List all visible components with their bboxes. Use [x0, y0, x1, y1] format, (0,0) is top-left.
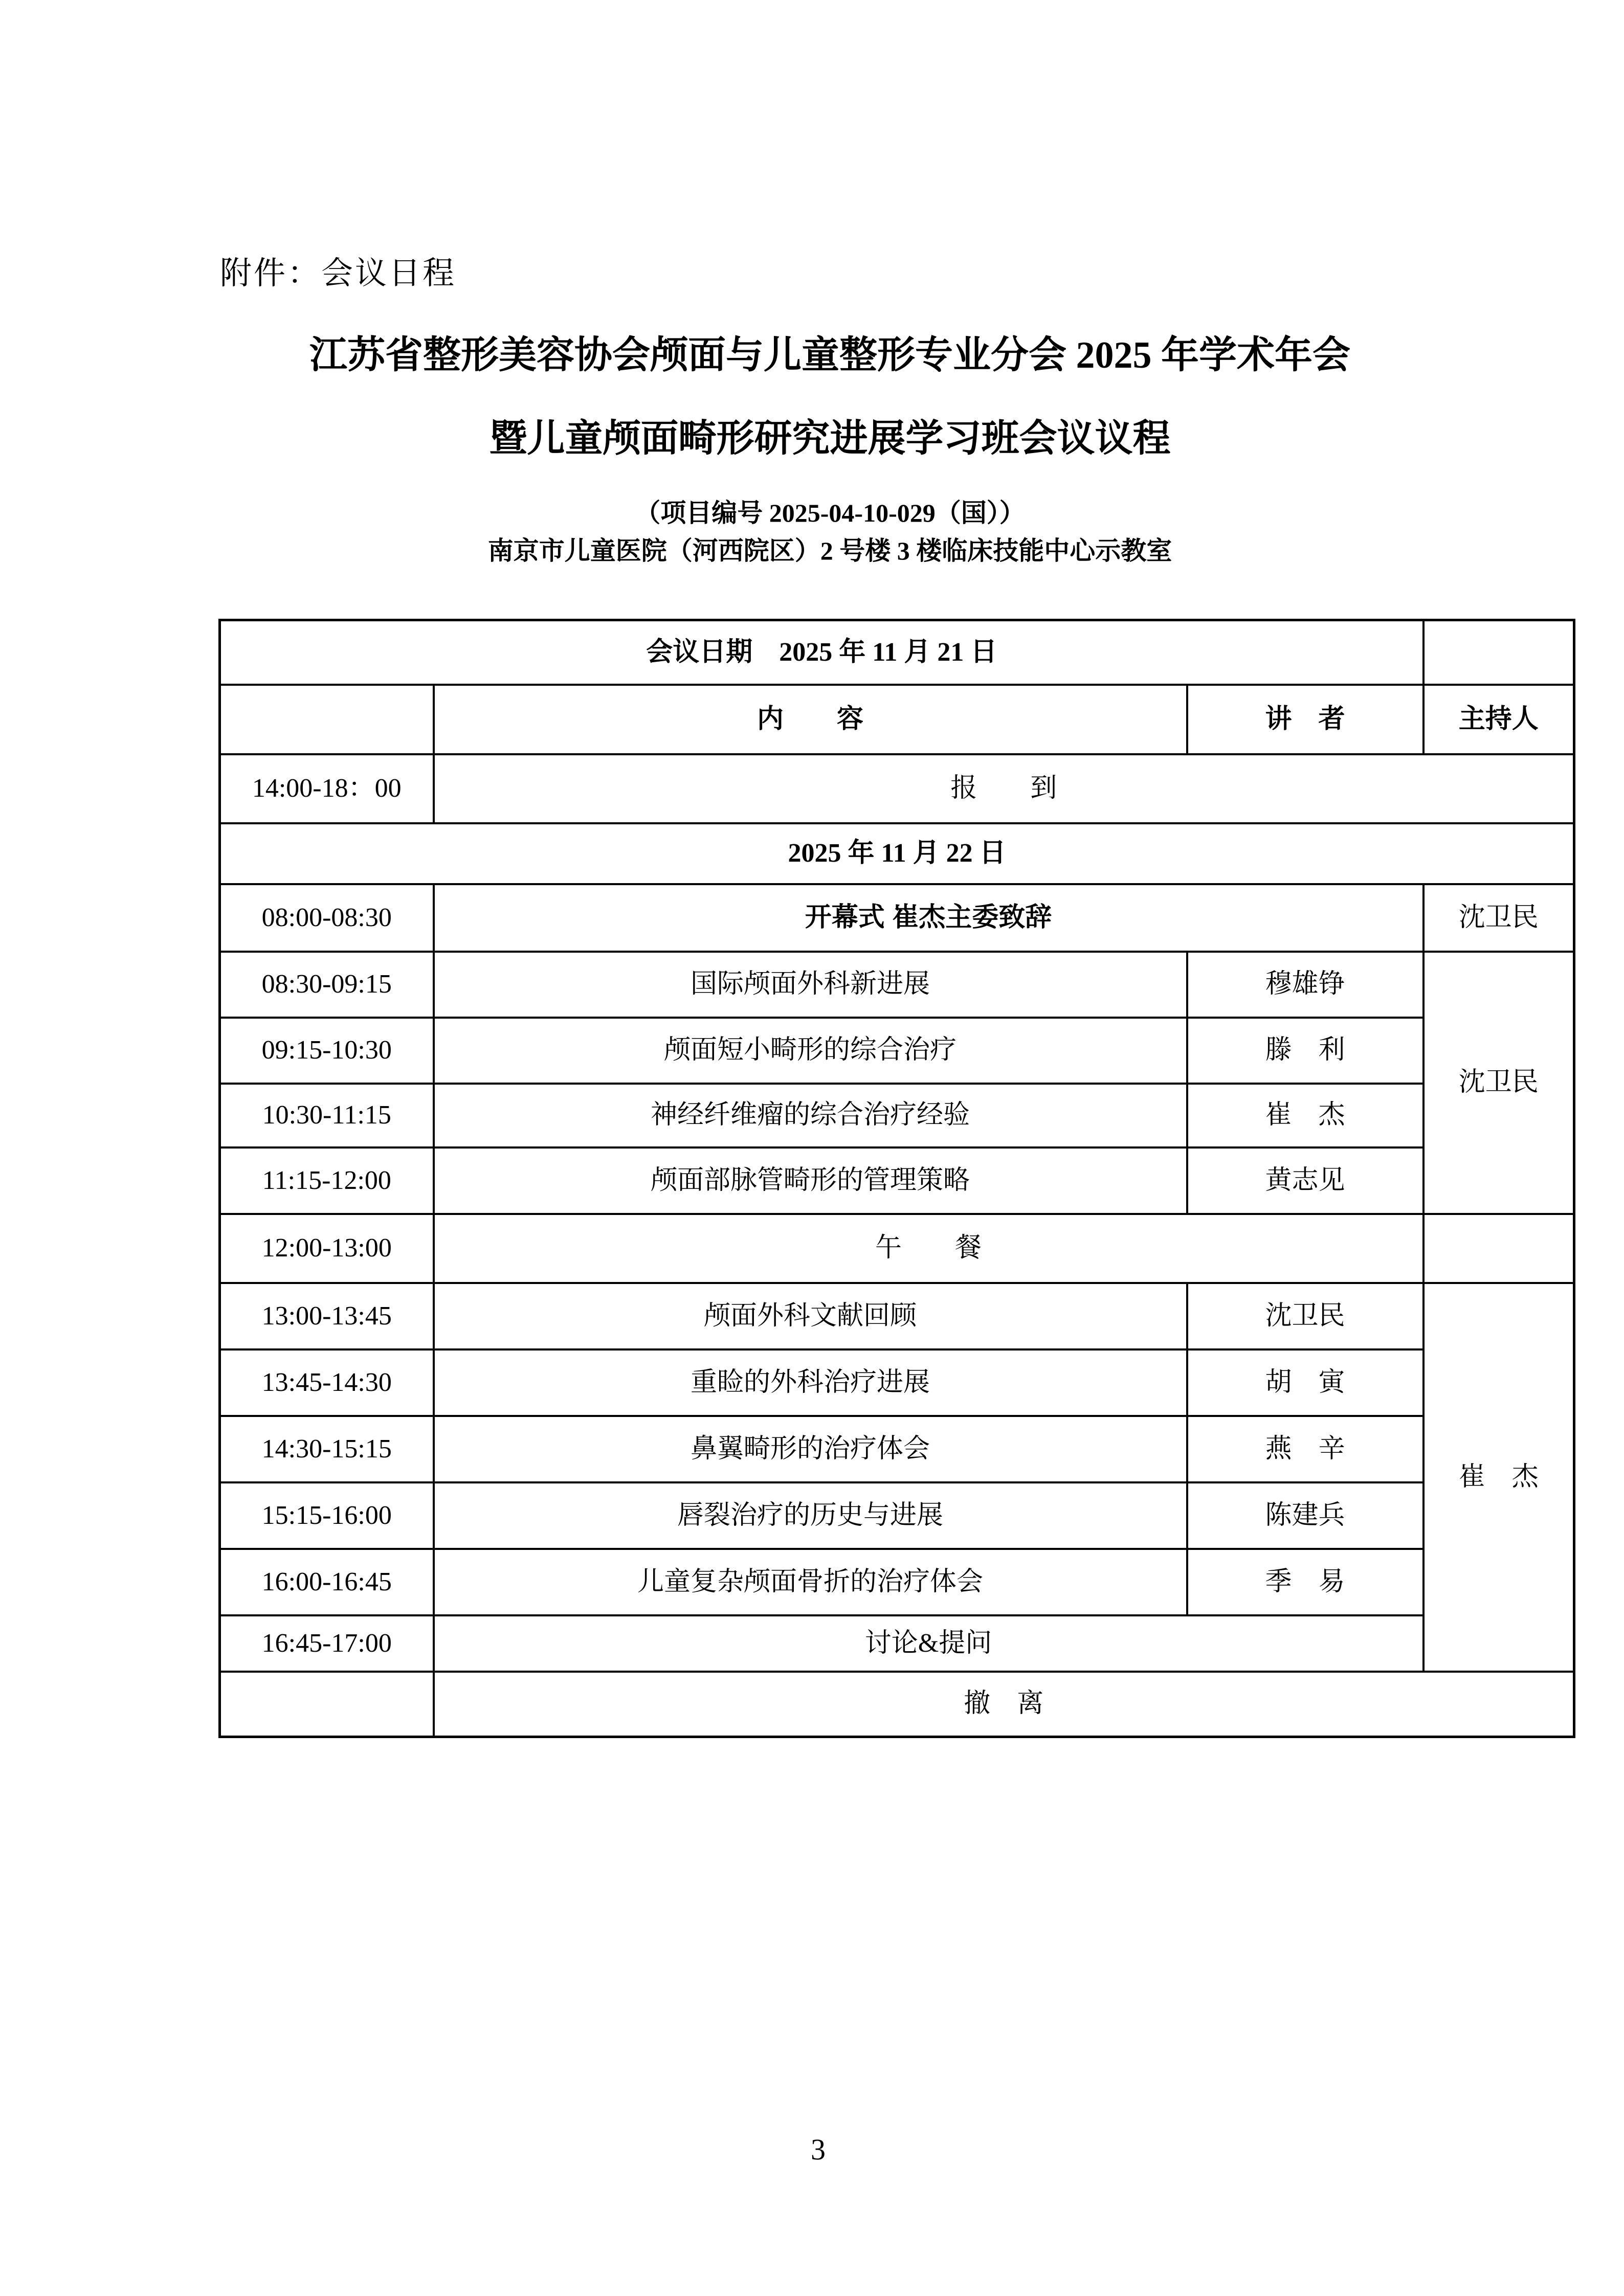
table-row [220, 1482, 1574, 1549]
table-row [220, 1147, 1574, 1214]
discussion-cell: 讨论&提问 [434, 1615, 1423, 1672]
speaker-cell: 滕 利 [1187, 1018, 1423, 1084]
project-number-line: （项目编号 2025-04-10-029（国）） [635, 499, 1025, 527]
content-cell: 儿童复杂颅面骨折的治疗体会 [434, 1549, 1187, 1615]
empty-cell [1423, 620, 1574, 685]
table-row [220, 685, 1574, 754]
table-row [220, 1084, 1574, 1147]
table-row [220, 1214, 1574, 1283]
table-row [220, 1283, 1574, 1349]
time-cell: 15:15-16:00 [220, 1482, 434, 1549]
table-row [220, 884, 1574, 952]
opening-ceremony-cell: 开幕式 崔杰主委致辞 [434, 884, 1423, 952]
speaker-cell: 燕 辛 [1187, 1416, 1423, 1482]
speaker-cell: 穆雄铮 [1187, 952, 1423, 1018]
header-speaker-cell: 讲 者 [1187, 685, 1423, 754]
conference-title-line2: 暨儿童颅面畸形研究进展学习班会议议程 [489, 418, 1171, 460]
speaker-cell: 季 易 [1187, 1549, 1423, 1615]
agenda-table [218, 619, 1575, 1738]
table-row [220, 1549, 1574, 1615]
table-row [220, 1349, 1574, 1416]
time-cell: 14:00-18：00 [220, 754, 434, 823]
conference-title-line1: 江苏省整形美容协会颅面与儿童整形专业分会 2025 年学术年会 [309, 334, 1350, 376]
time-cell: 12:00-13:00 [220, 1214, 434, 1283]
moderator-cell: 沈卫民 [1423, 884, 1574, 952]
venue-line: 南京市儿童医院（河西院区）2 号楼 3 楼临床技能中心示教室 [487, 536, 1172, 565]
table-row [220, 754, 1574, 823]
content-cell: 重睑的外科治疗进展 [434, 1349, 1187, 1416]
content-cell: 国际颅面外科新进展 [434, 952, 1187, 1018]
time-cell: 14:30-15:15 [220, 1416, 434, 1482]
speaker-cell: 崔 杰 [1187, 1084, 1423, 1147]
empty-cell [1423, 1214, 1574, 1283]
empty-cell [220, 685, 434, 754]
time-cell: 11:15-12:00 [220, 1147, 434, 1214]
lunch-cell: 午 餐 [434, 1214, 1423, 1283]
empty-cell [220, 1672, 434, 1737]
table-row [220, 1672, 1574, 1737]
registration-cell: 报 到 [434, 754, 1574, 823]
speaker-cell: 胡 寅 [1187, 1349, 1423, 1416]
time-cell: 08:00-08:30 [220, 884, 434, 952]
table-row [220, 952, 1574, 1018]
table-row [220, 1018, 1574, 1084]
time-cell: 13:45-14:30 [220, 1349, 434, 1416]
table-row [220, 1416, 1574, 1482]
speaker-cell: 陈建兵 [1187, 1482, 1423, 1549]
departure-cell: 撤 离 [434, 1672, 1574, 1737]
attachment-label: 附件：会议日程 [220, 256, 457, 291]
morning-moderator-cell: 沈卫民 [1423, 952, 1574, 1214]
content-cell: 颅面外科文献回顾 [434, 1283, 1187, 1349]
table-row [220, 1615, 1574, 1672]
meeting-date-cell: 会议日期 2025 年 11 月 21 日 [220, 620, 1423, 685]
header-moderator-cell: 主持人 [1423, 685, 1574, 754]
time-cell: 10:30-11:15 [220, 1084, 434, 1147]
afternoon-moderator-cell: 崔 杰 [1423, 1283, 1574, 1672]
content-cell: 颅面部脉管畸形的管理策略 [434, 1147, 1187, 1214]
time-cell: 13:00-13:45 [220, 1283, 434, 1349]
page-number: 3 [811, 2133, 826, 2166]
content-cell: 唇裂治疗的历史与进展 [434, 1482, 1187, 1549]
content-cell: 颅面短小畸形的综合治疗 [434, 1018, 1187, 1084]
time-cell: 08:30-09:15 [220, 952, 434, 1018]
time-cell: 09:15-10:30 [220, 1018, 434, 1084]
speaker-cell: 沈卫民 [1187, 1283, 1423, 1349]
table-row [220, 823, 1574, 884]
day2-date-cell: 2025 年 11 月 22 日 [220, 823, 1574, 884]
time-cell: 16:00-16:45 [220, 1549, 434, 1615]
content-cell: 神经纤维瘤的综合治疗经验 [434, 1084, 1187, 1147]
speaker-cell: 黄志见 [1187, 1147, 1423, 1214]
table-row [220, 620, 1574, 685]
content-cell: 鼻翼畸形的治疗体会 [434, 1416, 1187, 1482]
time-cell: 16:45-17:00 [220, 1615, 434, 1672]
header-content-cell: 内 容 [434, 685, 1187, 754]
